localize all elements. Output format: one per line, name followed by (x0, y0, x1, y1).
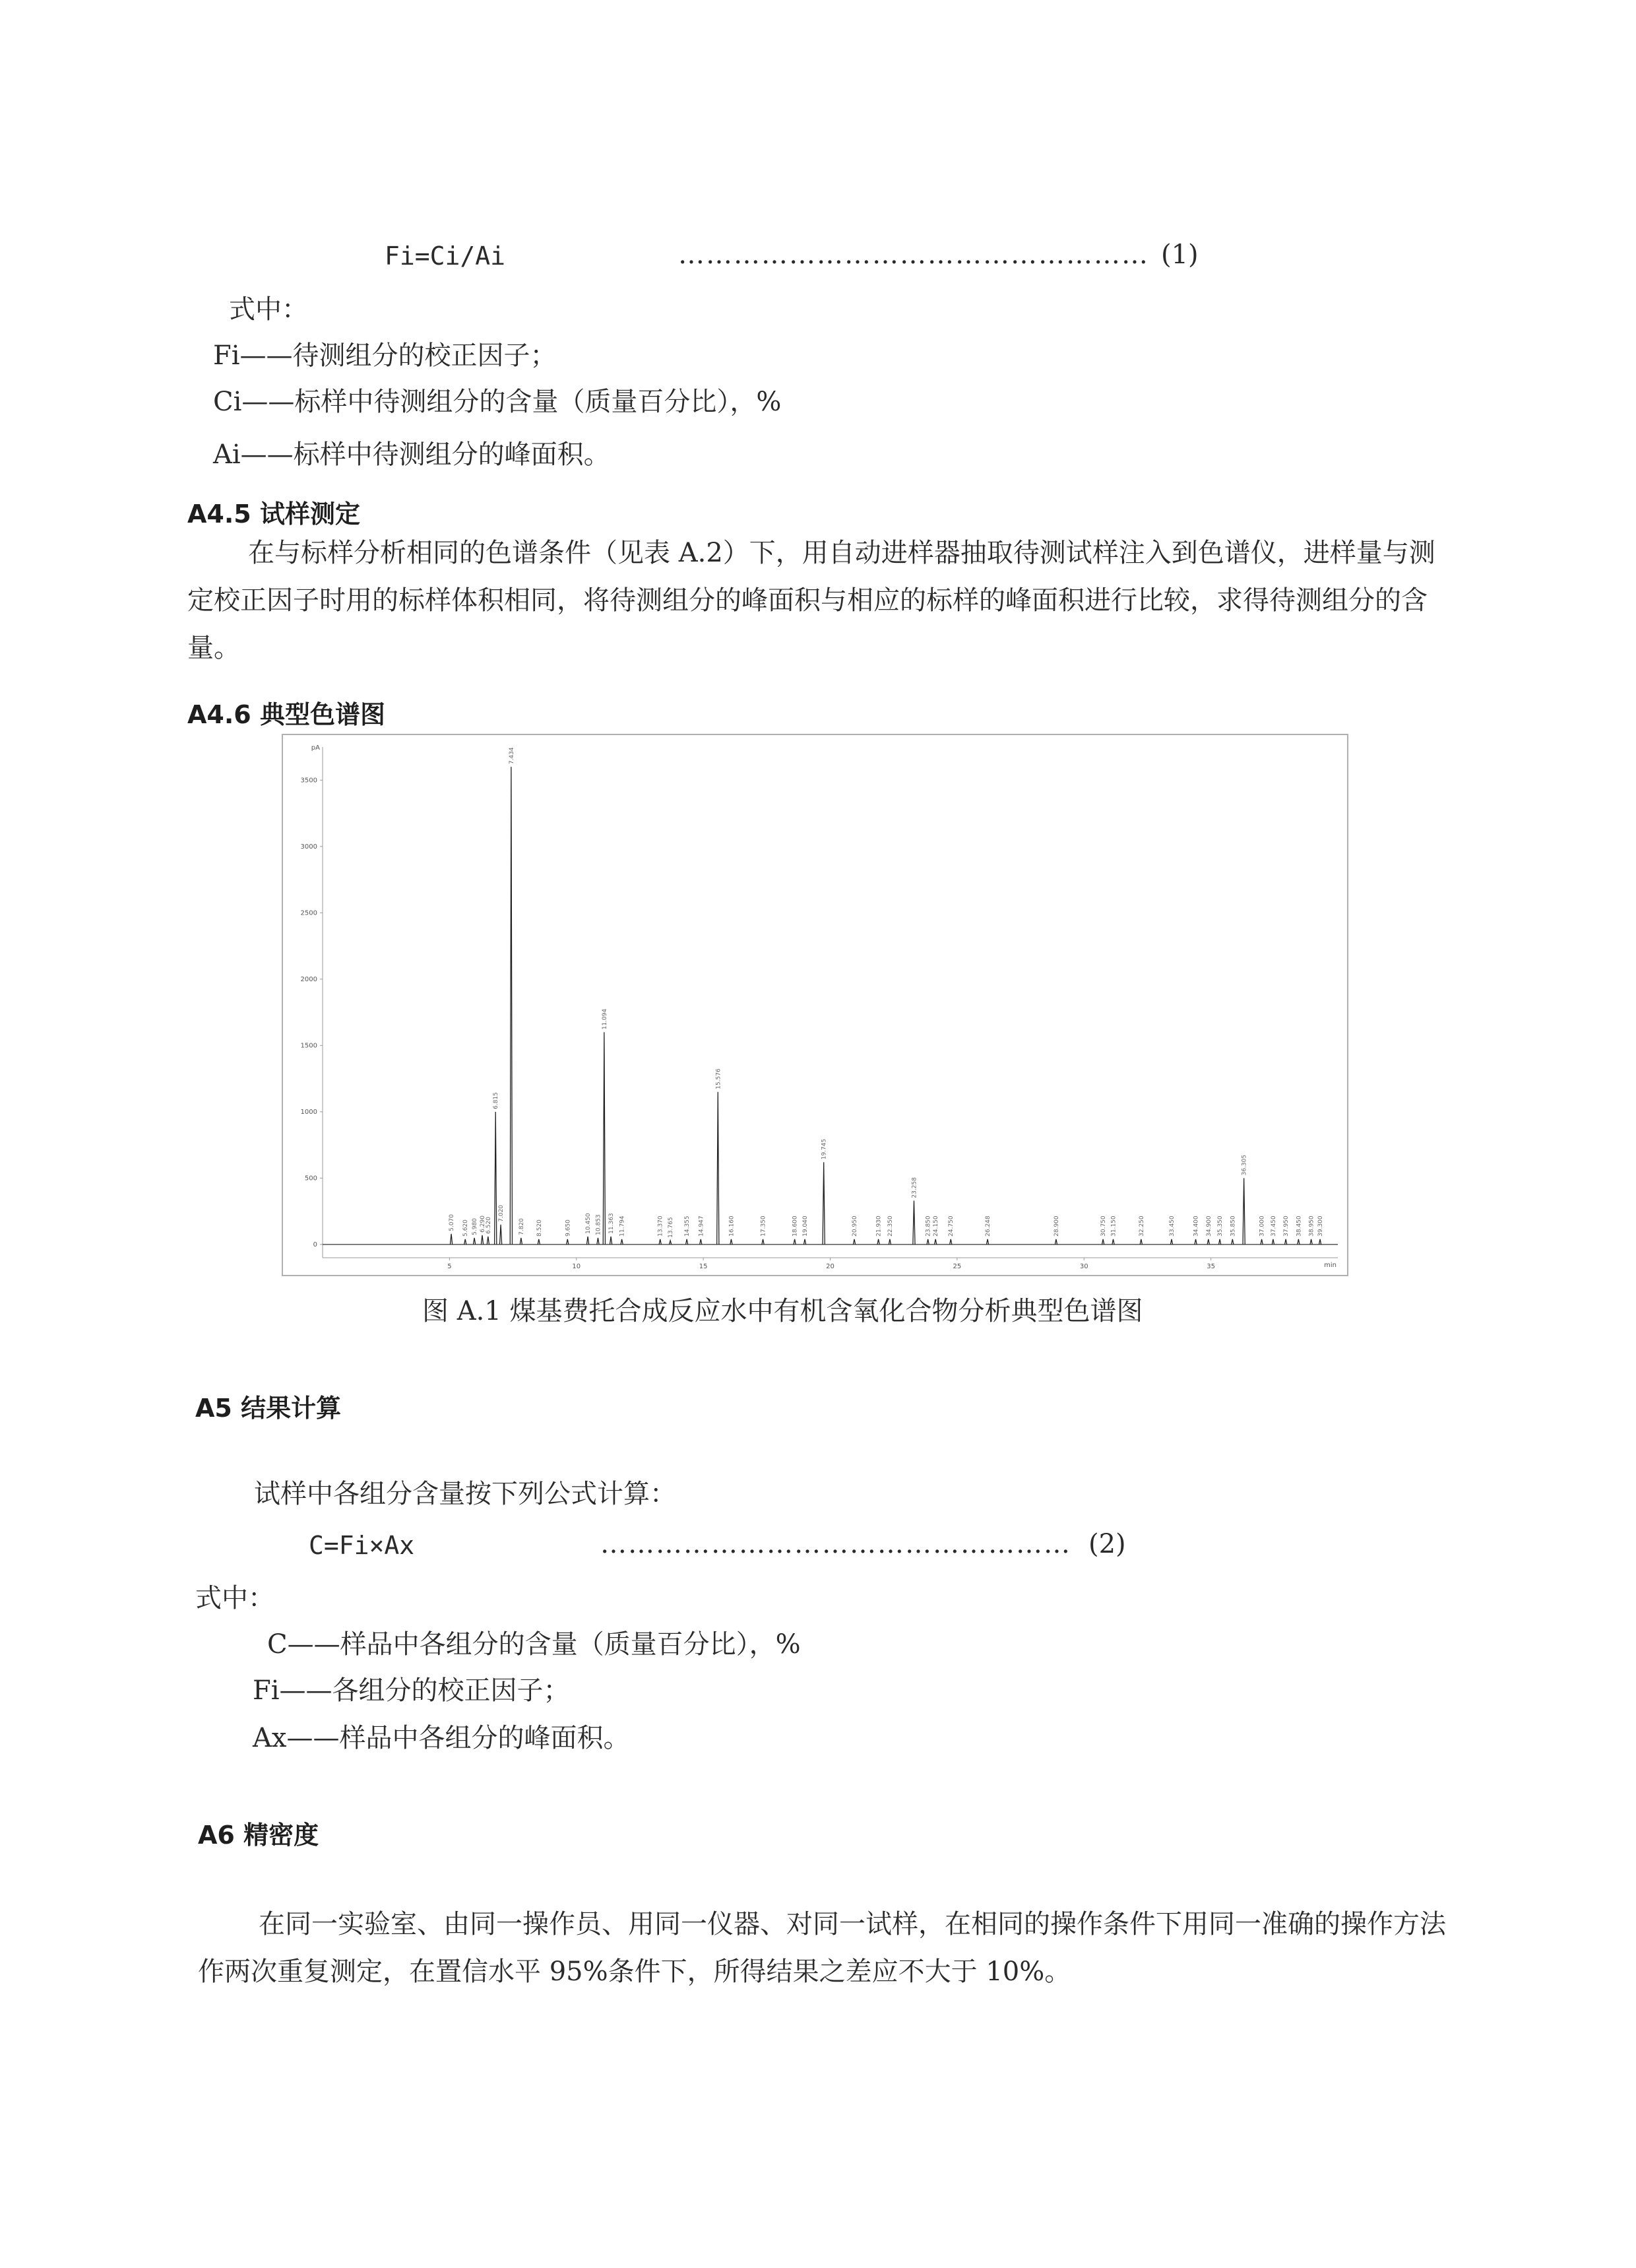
peak-retention-label: 6.815 (493, 1092, 500, 1109)
chromatogram-peak (762, 1239, 764, 1245)
chromatogram-peak (717, 1092, 719, 1245)
peak-retention-label: 14.355 (684, 1215, 691, 1237)
peak-retention-label: 13.370 (657, 1215, 664, 1237)
peak-retention-label: 13.765 (668, 1217, 675, 1238)
chromatogram-peak (450, 1234, 452, 1245)
chromatogram-peak (481, 1235, 483, 1245)
chromatogram-peak (510, 767, 512, 1245)
chromatogram-peak (803, 1239, 805, 1245)
chromatogram-peak (1170, 1239, 1172, 1245)
chromatogram-peak (1207, 1239, 1209, 1245)
formula-1-def-ai: Ai——标样中待测组分的峰面积。 (213, 439, 610, 470)
peak-retention-label: 38.450 (1296, 1215, 1303, 1237)
peak-retention-label: 34.400 (1193, 1215, 1200, 1237)
peak-retention-label: 37.450 (1270, 1215, 1277, 1237)
peak-retention-label: 34.900 (1205, 1215, 1212, 1237)
peak-retention-label: 14.947 (698, 1215, 705, 1237)
peak-retention-label: 35.350 (1217, 1215, 1224, 1237)
peak-retention-label: 11.363 (608, 1213, 615, 1234)
figure-caption: 图 A.1 煤基费托合成反应水中有机含氧化合物分析典型色谱图 (422, 1296, 1143, 1326)
peak-retention-label: 24.150 (933, 1215, 940, 1237)
chromatogram-peak (730, 1239, 732, 1245)
formula-1-where-label: 式中： (229, 294, 308, 325)
chromatogram-peak (495, 1112, 497, 1245)
chromatogram-peak (794, 1239, 796, 1245)
y-tick-label: 2000 (300, 975, 317, 983)
y-tick-label: 0 (313, 1241, 317, 1248)
chromatogram-peak (520, 1238, 522, 1245)
chromatogram-peak (950, 1239, 952, 1245)
chromatogram-peak (1140, 1239, 1142, 1245)
y-tick-label: 1500 (300, 1042, 317, 1050)
chromatogram-peak (1310, 1239, 1312, 1245)
chromatogram-peak (603, 1032, 605, 1245)
peak-retention-label: 5.070 (449, 1214, 456, 1231)
chromatogram-peak (927, 1239, 929, 1245)
chromatogram-peak (538, 1239, 540, 1245)
peak-retention-label: 10.853 (595, 1214, 602, 1235)
x-tick-label: 20 (826, 1263, 834, 1270)
chromatogram-peak (1272, 1239, 1274, 1245)
chromatogram-peak (1218, 1239, 1220, 1245)
peak-retention-label: 23.850 (925, 1215, 932, 1237)
x-tick-label: 35 (1207, 1263, 1215, 1270)
peak-retention-label: 19.745 (821, 1138, 828, 1160)
formula-1-leader: …………………………………………… (678, 240, 1149, 270)
peak-retention-label: 23.258 (911, 1177, 918, 1198)
peak-retention-label: 16.160 (728, 1215, 736, 1237)
y-tick-label: 3000 (300, 843, 317, 851)
chromatogram-peak (473, 1238, 475, 1245)
chromatogram-peak (700, 1239, 702, 1245)
y-unit-label: pA (311, 744, 320, 752)
formula-2-def-ax: Ax——样品中各组分的峰面积。 (253, 1723, 630, 1753)
peak-retention-label: 19.040 (802, 1215, 809, 1237)
chromatogram-peak (877, 1239, 879, 1245)
peak-retention-label: 35.850 (1230, 1215, 1237, 1237)
peak-retention-label: 7.820 (518, 1218, 525, 1235)
peak-retention-label: 18.600 (792, 1215, 799, 1237)
chromatogram-peak (621, 1239, 623, 1245)
x-tick-label: 30 (1079, 1263, 1088, 1270)
peak-retention-label: 11.094 (601, 1008, 608, 1030)
section-a4-5-paragraph: 在与标样分析相同的色谱条件（见表 A.2）下，用自动进样器抽取待测试样注入到色谱仪，进样量与测定校正因子时用的标样体积相同，将待测组分的峰面积与相应的标样的峰面积进行比较，求得待测组分的含量。 (187, 538, 1435, 663)
peak-retention-label: 8.520 (536, 1219, 543, 1237)
section-heading-a4-5: A4.5 试样测定 (187, 500, 360, 529)
formula-1-expression: Fi=Ci/Ai (385, 242, 506, 271)
peak-retention-label: 33.450 (1168, 1215, 1176, 1237)
peak-retention-label: 38.950 (1308, 1215, 1315, 1237)
chromatogram-peak (913, 1201, 915, 1245)
chromatogram-peak (686, 1239, 688, 1245)
chromatogram-peak (567, 1239, 569, 1245)
chromatogram-peak (889, 1239, 891, 1245)
chromatogram-peak (487, 1237, 489, 1245)
chromatogram-plot (283, 735, 1347, 1275)
x-tick-label: 25 (953, 1263, 962, 1270)
peak-retention-label: 21.930 (875, 1215, 883, 1237)
y-tick-label: 2500 (300, 909, 317, 917)
peak-retention-label: 6.520 (485, 1217, 492, 1234)
chromatogram-peak (1261, 1239, 1263, 1245)
chromatogram-peak (935, 1239, 937, 1245)
y-tick-label: 3500 (300, 777, 317, 785)
peak-retention-label: 7.020 (498, 1204, 505, 1222)
peak-retention-label: 30.750 (1100, 1215, 1108, 1237)
peak-retention-label: 6.290 (480, 1215, 487, 1233)
section-heading-a4-6: A4.6 典型色谱图 (187, 700, 385, 729)
peak-retention-label: 26.248 (985, 1215, 992, 1237)
chromatogram-peak (853, 1239, 855, 1245)
chromatogram-figure (282, 734, 1348, 1276)
chromatogram-peak (659, 1239, 661, 1245)
chromatogram-peak (1285, 1239, 1287, 1245)
chromatogram-peak (986, 1239, 988, 1245)
x-tick-label: 15 (699, 1263, 708, 1270)
peak-retention-label: 20.950 (852, 1215, 859, 1237)
peak-retention-label: 17.350 (760, 1215, 767, 1237)
chromatogram-peak (464, 1239, 466, 1245)
peak-retention-label: 37.000 (1259, 1215, 1266, 1237)
peak-retention-label: 15.576 (715, 1068, 722, 1089)
peak-retention-label: 5.980 (472, 1218, 479, 1235)
section-heading-a6: A6 精密度 (198, 1821, 319, 1850)
chromatogram-peak (670, 1241, 672, 1245)
peak-retention-label: 9.650 (565, 1219, 572, 1237)
chromatogram-peak (499, 1225, 501, 1245)
peak-retention-label: 22.350 (887, 1215, 894, 1237)
chromatogram-peak (1055, 1239, 1057, 1245)
formula-2-where-label: 式中： (195, 1583, 274, 1613)
formula-2-def-c: C——样品中各组分的含量（质量百分比），% (267, 1629, 801, 1660)
chromatogram-peak (1232, 1239, 1234, 1245)
peak-retention-label: 32.250 (1138, 1215, 1145, 1237)
formula-1-number: (1) (1161, 240, 1199, 270)
x-tick-label: 5 (447, 1263, 452, 1270)
formula-2-leader: …………………………………………… (600, 1529, 1071, 1559)
peak-retention-label: 5.620 (462, 1219, 470, 1237)
x-tick-label: 10 (572, 1263, 581, 1270)
formula-1-def-fi: Fi——待测组分的校正因子； (213, 340, 557, 371)
section-a6-paragraph: 在同一实验室、由同一操作员、用同一仪器、对同一试样，在相同的操作条件下用同一准确的操作方法作两次重复测定，在置信水平 95%条件下，所得结果之差应不大于 10%。 (198, 1909, 1446, 1987)
chromatogram-peak (1319, 1239, 1321, 1245)
formula-2-expression: C=Fi×Ax (309, 1531, 415, 1560)
formula-2-number: (2) (1088, 1529, 1126, 1559)
peak-retention-label: 7.434 (508, 747, 515, 765)
peak-retention-label: 24.750 (948, 1215, 955, 1237)
chromatogram-peak (1243, 1178, 1245, 1245)
y-tick-label: 1000 (300, 1108, 317, 1116)
formula-1-def-ci: Ci——标样中待测组分的含量（质量百分比），% (213, 387, 782, 417)
x-unit-label: min (1324, 1262, 1337, 1269)
chromatogram-peak (823, 1162, 825, 1245)
chromatogram-peak (1102, 1239, 1104, 1245)
peak-retention-label: 28.900 (1053, 1215, 1060, 1237)
chromatogram-peak (586, 1237, 588, 1245)
section-heading-a5: A5 结果计算 (195, 1394, 342, 1423)
peak-retention-label: 10.450 (585, 1213, 592, 1234)
chromatogram-peak (597, 1238, 599, 1245)
section-a5-intro: 试样中各组分含量按下列公式计算： (254, 1479, 676, 1509)
peak-retention-label: 37.950 (1283, 1215, 1290, 1237)
peak-retention-label: 11.794 (619, 1215, 626, 1237)
chromatogram-peak (1298, 1239, 1300, 1245)
y-tick-label: 500 (304, 1175, 317, 1183)
peak-retention-label: 39.300 (1317, 1215, 1325, 1237)
formula-2-def-fi: Fi——各组分的校正因子； (253, 1675, 570, 1706)
peak-retention-label: 36.305 (1241, 1154, 1248, 1176)
chromatogram-peak (1112, 1239, 1114, 1245)
peak-retention-label: 31.150 (1110, 1215, 1117, 1237)
chromatogram-peak (1195, 1239, 1197, 1245)
chromatogram-peak (610, 1237, 612, 1245)
